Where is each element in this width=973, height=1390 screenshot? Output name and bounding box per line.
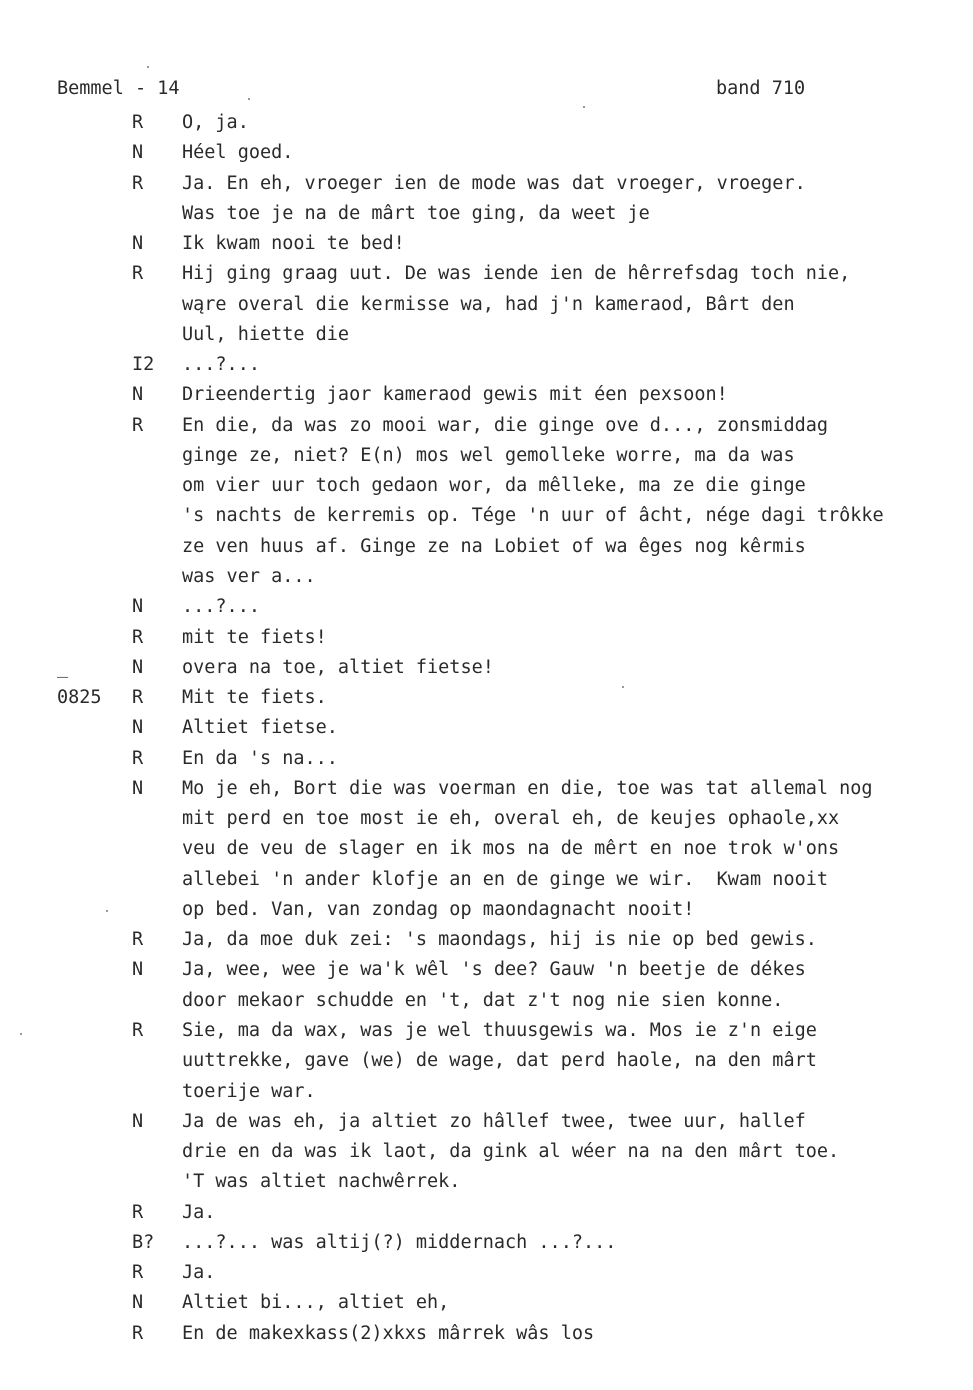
utterance-text: En da 's na... — [182, 747, 338, 769]
utterance-text: ...?... — [182, 354, 260, 376]
transcript-line — [0, 380, 973, 410]
header-tape-number: band 710 — [716, 78, 806, 99]
speaker-label: N — [132, 384, 144, 406]
utterance-text: Hij ging graag uut. De was iende ien de hêrrefsdag toch nie, — [182, 263, 851, 285]
utterance-text: Mit te fiets. — [182, 687, 327, 709]
utterance-text: Ik kwam nooi te bed! — [182, 233, 405, 255]
utterance-text: Ja. En eh, vroeger ien de mode was dat vroeger, vroeger. — [182, 172, 806, 194]
paper-speck — [147, 66, 149, 68]
speaker-label: R — [132, 1262, 144, 1284]
utterance-text: mit te fiets! — [182, 626, 327, 648]
utterance-text: Ja. — [182, 1201, 216, 1223]
transcript-line — [0, 501, 973, 531]
utterance-text: om vier uur toch gedaon wor, da mêlleke, ma ze die ginge — [182, 475, 806, 497]
transcript-line — [0, 169, 973, 199]
transcript-line — [0, 955, 973, 985]
speaker-label: N — [132, 717, 144, 739]
utterance-text: Drieendertig jaor kameraod gewis mit éen pexsoon! — [182, 384, 728, 406]
utterance-text: was ver a... — [182, 565, 316, 587]
utterance-text: ginge ze, niet? E(n) mos wel gemolleke worre, ma da was — [182, 444, 795, 466]
transcript-line — [0, 804, 973, 834]
transcript-line — [0, 562, 973, 592]
transcript-line — [0, 441, 973, 471]
utterance-text: op bed. Van, van zondag op maondagnacht nooit! — [182, 898, 695, 920]
paper-speck — [583, 106, 585, 108]
utterance-text: overa na toe, altiet fietse! — [182, 656, 494, 678]
transcript-line — [0, 199, 973, 229]
utterance-text: allebei 'n ander klofje an en de ginge we wir. Kwam nooit — [182, 868, 829, 890]
speaker-label: N — [132, 142, 144, 164]
transcript-line — [0, 895, 973, 925]
utterance-text: Héel goed. — [182, 142, 294, 164]
speaker-label: I2 — [132, 354, 155, 376]
transcript-line — [0, 1077, 973, 1107]
speaker-label: R — [132, 929, 144, 951]
transcript-lines — [0, 108, 973, 1349]
speaker-label: N — [132, 1110, 144, 1132]
speaker-label: N — [132, 959, 144, 981]
speaker-label: N — [132, 656, 144, 678]
paper-speck — [622, 686, 624, 688]
tape-counter: 0825 — [57, 687, 102, 709]
utterance-text: O, ja. — [182, 112, 249, 133]
transcript-line — [0, 1137, 973, 1167]
speaker-label: R — [132, 1019, 144, 1041]
transcript-line — [0, 1046, 973, 1076]
transcript-line — [0, 653, 973, 683]
transcript-line — [0, 350, 973, 380]
paper-speck — [106, 910, 108, 912]
speaker-label: R — [132, 1201, 144, 1223]
transcript-line — [0, 259, 973, 289]
transcript-line — [0, 1258, 973, 1288]
transcript-line — [0, 532, 973, 562]
utterance-text: mit perd en toe most ie eh, overal eh, de keujes ophaole,xx — [182, 808, 840, 830]
transcript-line — [0, 834, 973, 864]
transcript-line — [0, 1167, 973, 1197]
utterance-text: Was toe je na de mârt toe ging, da weet je — [182, 202, 650, 224]
transcript-line — [0, 683, 973, 713]
utterance-text: toerije war. — [182, 1080, 316, 1102]
transcript-line — [0, 1319, 973, 1349]
utterance-text: Altiet fietse. — [182, 717, 338, 739]
paper-speck — [248, 98, 250, 100]
utterance-text: uuttrekke, gave (we) de wage, dat perd haole, na den mârt — [182, 1050, 817, 1072]
transcript-line — [0, 471, 973, 501]
utterance-text: Ja. — [182, 1262, 216, 1284]
speaker-label: B? — [132, 1231, 155, 1253]
speaker-label: R — [132, 172, 144, 194]
utterance-text: En die, da was zo mooi war, die ginge ove d..., zonsmiddag — [182, 414, 829, 436]
transcript-line — [0, 320, 973, 350]
utterance-text: En de makexkass(2)xkxs mârrek wâs los — [182, 1322, 595, 1344]
transcript-line — [0, 774, 973, 804]
tape-counter: _ — [57, 656, 69, 678]
speaker-label: R — [132, 1322, 144, 1344]
transcript-line — [0, 108, 973, 138]
transcript-line — [0, 623, 973, 653]
utterance-text: ze ven huus af. Ginge ze na Lobiet of wa êges nog kêrmis — [182, 535, 806, 557]
utterance-text: veu de veu de slager en ik mos na de mêrt en noe trok w'ons — [182, 838, 840, 860]
transcript-line — [0, 138, 973, 168]
speaker-label: N — [132, 777, 144, 799]
utterance-text: drie en da was ik laot, da gink al wéer na na den mârt toe. — [182, 1141, 840, 1163]
utterance-text: door mekaor schudde en 't, dat z't nog nie sien konne. — [182, 989, 784, 1011]
utterance-text: Sie, ma da wax, was je wel thuusgewis wa. Mos ie z'n eige — [182, 1019, 817, 1041]
utterance-text: wąre overal die kermisse wa, had j'n kameraod, Bârt den — [182, 293, 795, 315]
transcript-line — [0, 925, 973, 955]
transcript-line — [0, 713, 973, 743]
utterance-text: ...?... was altij(?) middernach ...?... — [182, 1231, 617, 1253]
transcript-line — [0, 290, 973, 320]
transcript-line — [0, 1198, 973, 1228]
utterance-text: Uul, hiette die — [182, 323, 350, 345]
transcript-line — [0, 865, 973, 895]
transcript-line — [0, 986, 973, 1016]
transcript-line — [0, 744, 973, 774]
speaker-label: N — [132, 1292, 144, 1314]
speaker-label: R — [132, 263, 144, 285]
paper-speck — [20, 1033, 22, 1035]
transcript-line — [0, 1228, 973, 1258]
speaker-label: R — [132, 687, 144, 709]
utterance-text: Mo je eh, Bort die was voerman en die, toe was tat allemal nog — [182, 777, 873, 799]
utterance-text: 's nachts de kerremis op. Tége 'n uur of âcht, nége dagi trôkke — [182, 505, 884, 527]
header-location: Bemmel - 14 — [57, 78, 180, 99]
transcript-line — [0, 1288, 973, 1318]
transcript-line — [0, 1107, 973, 1137]
speaker-label: N — [132, 233, 144, 255]
transcript-line — [0, 592, 973, 622]
utterance-text: ...?... — [182, 596, 260, 618]
utterance-text: Ja, wee, wee je wa'k wêl 's dee? Gauw 'n beetje de dékes — [182, 959, 806, 981]
speaker-label: R — [132, 747, 144, 769]
transcript-line — [0, 1016, 973, 1046]
speaker-label: N — [132, 596, 144, 618]
utterance-text: Altiet bi..., altiet eh, — [182, 1292, 450, 1314]
speaker-label: R — [132, 626, 144, 648]
transcript-line — [0, 229, 973, 259]
utterance-text: Ja de was eh, ja altiet zo hâllef twee, twee uur, hallef — [182, 1110, 806, 1132]
transcript-line — [0, 411, 973, 441]
speaker-label: R — [132, 112, 144, 133]
speaker-label: R — [132, 414, 144, 436]
utterance-text: Ja, da moe duk zei: 's maondags, hij is nie op bed gewis. — [182, 929, 817, 951]
utterance-text: 'T was altiet nachwêrrek. — [182, 1171, 461, 1193]
